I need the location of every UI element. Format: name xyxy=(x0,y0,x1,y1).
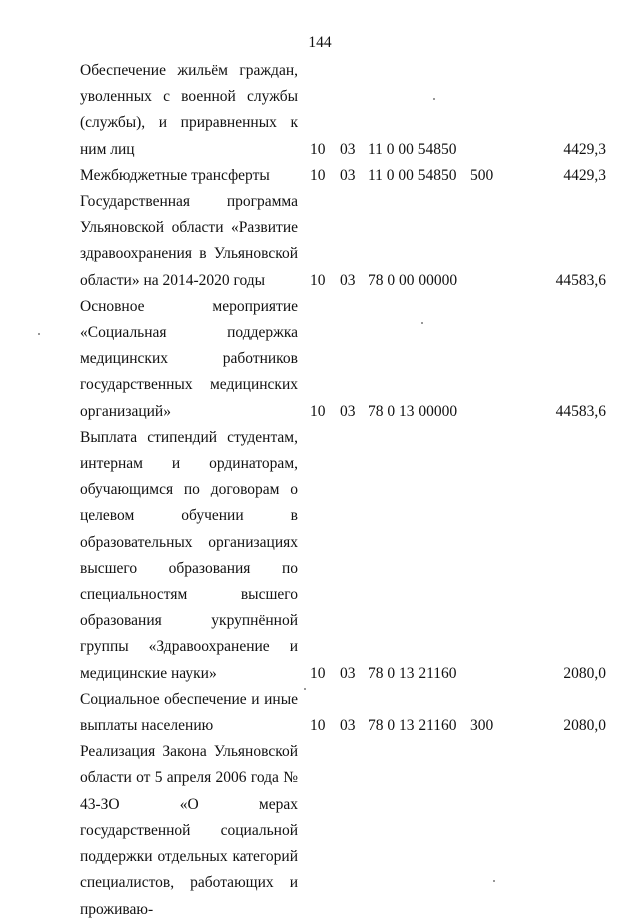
row-target-code: 11 0 00 54850 xyxy=(368,166,457,184)
table-row xyxy=(0,58,640,163)
row-section: 10 xyxy=(310,166,326,184)
row-subsection: 03 xyxy=(340,271,356,289)
row-expense-type: 500 xyxy=(470,166,494,184)
row-name: Социальное обеспечение и иные выплаты населению xyxy=(80,690,298,735)
table-row xyxy=(0,739,640,922)
scan-speck xyxy=(304,688,306,690)
table-row xyxy=(0,687,640,739)
row-subsection: 03 xyxy=(340,664,356,682)
row-subsection: 03 xyxy=(340,166,356,184)
row-amount: 44583,6 xyxy=(555,271,606,289)
row-expense-type: 300 xyxy=(470,717,494,735)
budget-table xyxy=(0,58,640,923)
row-target-code: 78 0 13 21160 xyxy=(368,717,457,735)
row-amount: 4429,3 xyxy=(563,140,606,158)
row-amount: 2080,0 xyxy=(563,717,606,735)
table-row xyxy=(0,163,640,189)
scan-speck xyxy=(421,322,423,324)
row-subsection: 03 xyxy=(340,140,356,158)
row-name: Реализация Закона Ульяновской области от 5 апреля 2006 года № 43-ЗО «О мерах государственной социальной поддержки отдельных категорий специалистов, работающих и проживаю- xyxy=(80,743,298,918)
row-target-code: 78 0 13 21160 xyxy=(368,664,457,682)
row-name: Обеспечение жильём граждан, уволенных с военной службы (службы), и приравненных к ним лиц xyxy=(80,62,298,158)
scan-speck xyxy=(493,880,495,882)
page-number: 144 xyxy=(308,34,332,51)
table-row xyxy=(0,294,640,425)
row-subsection: 03 xyxy=(340,717,356,735)
row-name: Выплата стипендий студентам, интернам и ординаторам, обучающимся по договорам о целевом обучении в образовательных организациях высшего образования по специальностям высшего образования укрупнённой группы «Здравоохранение и медицинские науки» xyxy=(80,428,298,682)
row-name: Основное мероприятие «Социальная поддержка медицинских работников государственных медицинских организаций» xyxy=(80,297,298,420)
table-row xyxy=(0,189,640,294)
row-name: Межбюджетные трансферты xyxy=(80,166,270,184)
row-amount: 44583,6 xyxy=(555,402,606,420)
row-name: Государственная программа Ульяновской области «Развитие здравоохранения в Ульяновской области» на 2014-2020 годы xyxy=(80,193,298,289)
row-section: 10 xyxy=(310,140,326,158)
row-target-code: 78 0 13 00000 xyxy=(368,402,458,420)
table-row xyxy=(0,425,640,687)
row-section: 10 xyxy=(310,271,326,289)
row-target-code: 78 0 00 00000 xyxy=(368,271,458,289)
row-section: 10 xyxy=(310,717,326,735)
row-section: 10 xyxy=(310,664,326,682)
scan-speck xyxy=(433,98,435,100)
row-section: 10 xyxy=(310,402,326,420)
row-amount: 2080,0 xyxy=(563,664,606,682)
row-amount: 4429,3 xyxy=(563,166,606,184)
row-target-code: 11 0 00 54850 xyxy=(368,140,457,158)
row-subsection: 03 xyxy=(340,402,356,420)
scan-speck xyxy=(38,333,40,335)
